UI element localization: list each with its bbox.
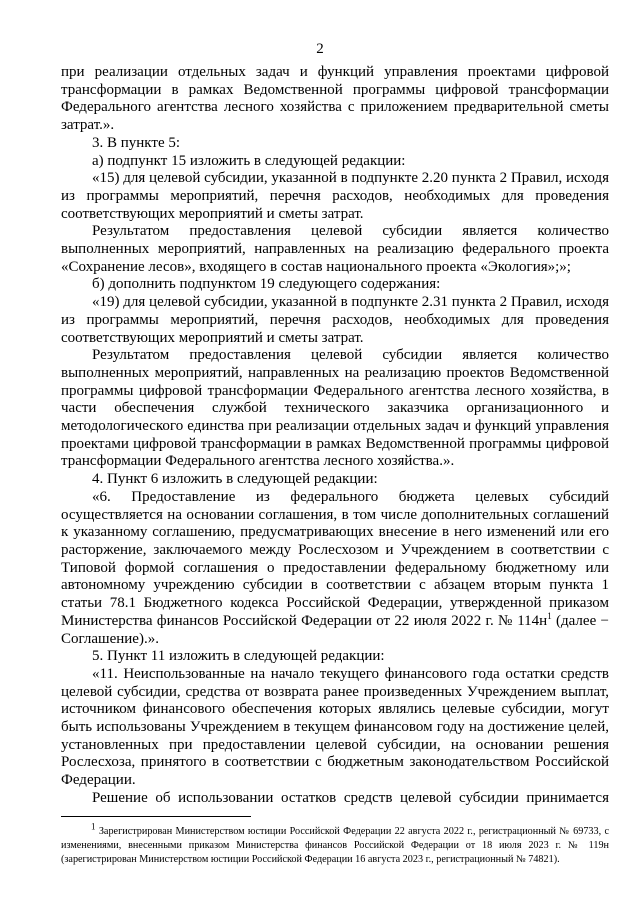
paragraph-result-19: Результатом предоставления целевой субсидии является количество выполненных мероприятий, направленных на реализацию проектов Ведомственной программы цифровой трансформации Федерального агентства лесного хозяйства, в части обеспечения службой технического заказчика организационного и методологического единства при реализации отдельных задач и функций управления проектами цифровой трансформации в рамках Ведомственной программы цифровой трансформации Федерального агентства лесного хозяйства.». — [61, 347, 609, 470]
paragraph-item-4: 4. Пункт 6 изложить в следующей редакции: — [92, 471, 378, 488]
paragraph-item-5: 5. Пункт 11 изложить в следующей редакции: — [92, 648, 385, 665]
document-body — [61, 64, 609, 808]
paragraph-result-15: Результатом предоставления целевой субсидии является количество выполненных мероприятий, направленных на реализацию федерального проекта «Сохранение лесов», входящего в состав национального проекта «Экология»;»; — [61, 223, 609, 275]
paragraph-item-6-main: «6. Предоставление из федерального бюджета целевых субсидий осуществляется на основании соглашения, в том числе дополнительных соглашений к указанному соглашению, предусматривающих внесение в него изменений или его расторжение, заключаемого между Рослесхозом и Учреждением в соответствии с Типовой формой соглашения о предоставлении федеральному бюджетному или автономному учреждению субсидии в соответствии с абзацем вторым пункта 1 статьи 78.1 Бюджетного кодекса Российской Федерации, утвержденной приказом Министерства финансов Российской Федерации от 22 июля 2022 г. № 114н — [61, 488, 609, 629]
footnote-marker: 1 — [91, 821, 96, 832]
paragraph-item-6-text — [61, 489, 609, 648]
paragraph-subitem-b: б) дополнить подпунктом 19 следующего содержания: — [92, 276, 441, 293]
footnote-body: Зарегистрирован Министерством юстиции Российской Федерации 22 августа 2022 г., регистрационный № 69733, с изменениями, внесенными приказом Министерства финансов Российской Федерации от 18 июля 2023 г. № 119н (зарегистрирован Министерством юстиции Российской Федерации 16 августа 2023 г., регистрационный № 74821). — [61, 826, 609, 865]
page-number: 2 — [316, 41, 324, 57]
paragraph-item-3: 3. В пункте 5: — [92, 134, 181, 151]
footnote-reference: 1 — [547, 610, 552, 621]
footnote-text — [61, 821, 609, 867]
paragraph-subitem-19: «19) для целевой субсидии, указанной в подпункте 2.31 пункта 2 Правил, исходя из программы мероприятий, перечня расходов, необходимых для проведения соответствующих мероприятий и сметы затрат. — [61, 294, 609, 346]
paragraph-item-6-end: (далее − Соглашение).». — [61, 612, 609, 647]
paragraph-subitem-a: а) подпункт 15 изложить в следующей редакции: — [92, 152, 406, 169]
paragraph-decision: Решение об использовании остатков средств целевой субсидии принимается — [92, 789, 609, 806]
footnote — [61, 821, 609, 867]
footnote-separator — [61, 816, 251, 817]
paragraph-item-11-text: «11. Неиспользованные на начало текущего финансового года остатки средств целевой субсидии, средства от возврата ранее произведенных Учреждением выплат, источником финансового обеспечения которых являлись целевые субсидии, могут быть использованы Учреждением в текущем финансовом году на достижение целей, установленных при предоставлении целевой субсидии, на основании решения Рослесхоза, принятого в соответствии с бюджетным законодательством Российской Федерации. — [61, 665, 609, 789]
paragraph-continuation: при реализации отдельных задач и функций управления проектами цифровой трансформации в рамках Ведомственной программы цифровой трансформации Федерального агентства лесного хозяйства с приложением предварительной сметы затрат.». — [61, 64, 609, 134]
paragraph-subitem-15: «15) для целевой субсидии, указанной в подпункте 2.20 пункта 2 Правил, исходя из программы мероприятий, перечня расходов, необходимых для проведения соответствующих мероприятий и сметы затрат. — [61, 170, 609, 222]
